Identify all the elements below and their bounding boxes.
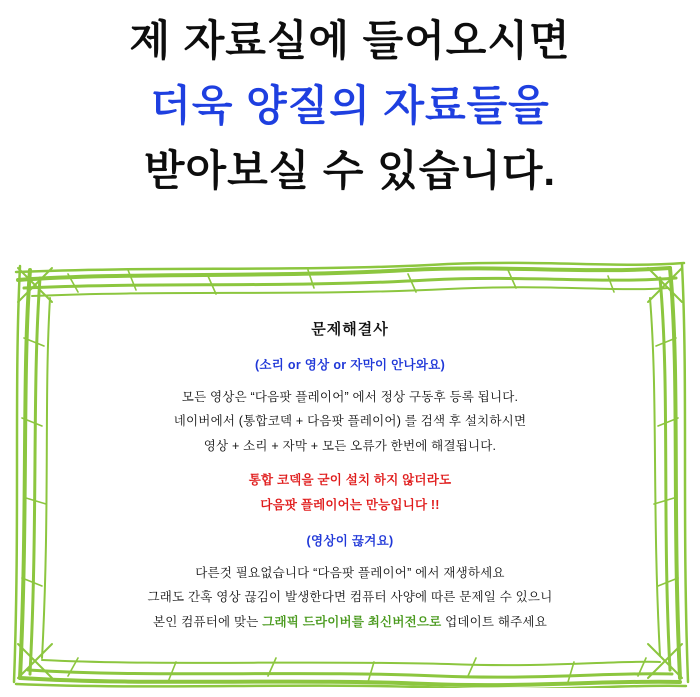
section2-line-3-green: 그래픽 드라이버를 최신버전으로 [262,614,442,629]
section1-line-2: 네이버에서 (통합코덱 + 다음팟 플레이어) 를 검색 후 설치하시면 [173,414,527,429]
headline-line-3: 받아보실 수 있습니다. [143,147,557,195]
panel-title: 문제해결사 [311,321,389,338]
section1-subtitle: (소리 or 영상 or 자막이 안나와요) [254,358,446,372]
section1-highlight-2: 다음팟 플레이어는 만능입니다 !! [260,497,440,512]
section2-subtitle: (영상이 끊겨요) [306,533,394,548]
section2-line-3-suffix: 업데이트 해주세요 [441,614,547,629]
spacer-1 [68,458,632,468]
section2-line-3 [68,610,632,634]
headline-block [0,8,700,203]
spacer-2 [68,517,632,531]
panel-content [68,318,632,634]
section2-line-3-prefix: 본인 컴퓨터에 맞는 [153,614,263,629]
section1-highlight-1: 통합 코덱을 굳이 설치 하지 않더라도 [248,473,452,488]
section2-line-1: 다른것 필요없습니다 “다음팟 플레이어” 에서 재생하세요 [195,565,505,580]
section1-line-1: 모든 영상은 “다음팟 플레이어” 에서 정상 구동후 등록 됩니다. [181,390,519,404]
headline-line-1: 제 자료실에 들어오시면 [129,17,571,64]
section2-line-2: 그래도 간혹 영상 끊김이 발생한다면 컴퓨터 사양에 따른 문제일 수 있으니 [147,590,553,605]
crayon-frame [8,258,692,688]
headline-line-2: 더욱 양질의 자료들을 [150,82,550,130]
section1-line-3: 영상 + 소리 + 자막 + 모든 오류가 한번에 해결됩니다. [203,438,497,453]
